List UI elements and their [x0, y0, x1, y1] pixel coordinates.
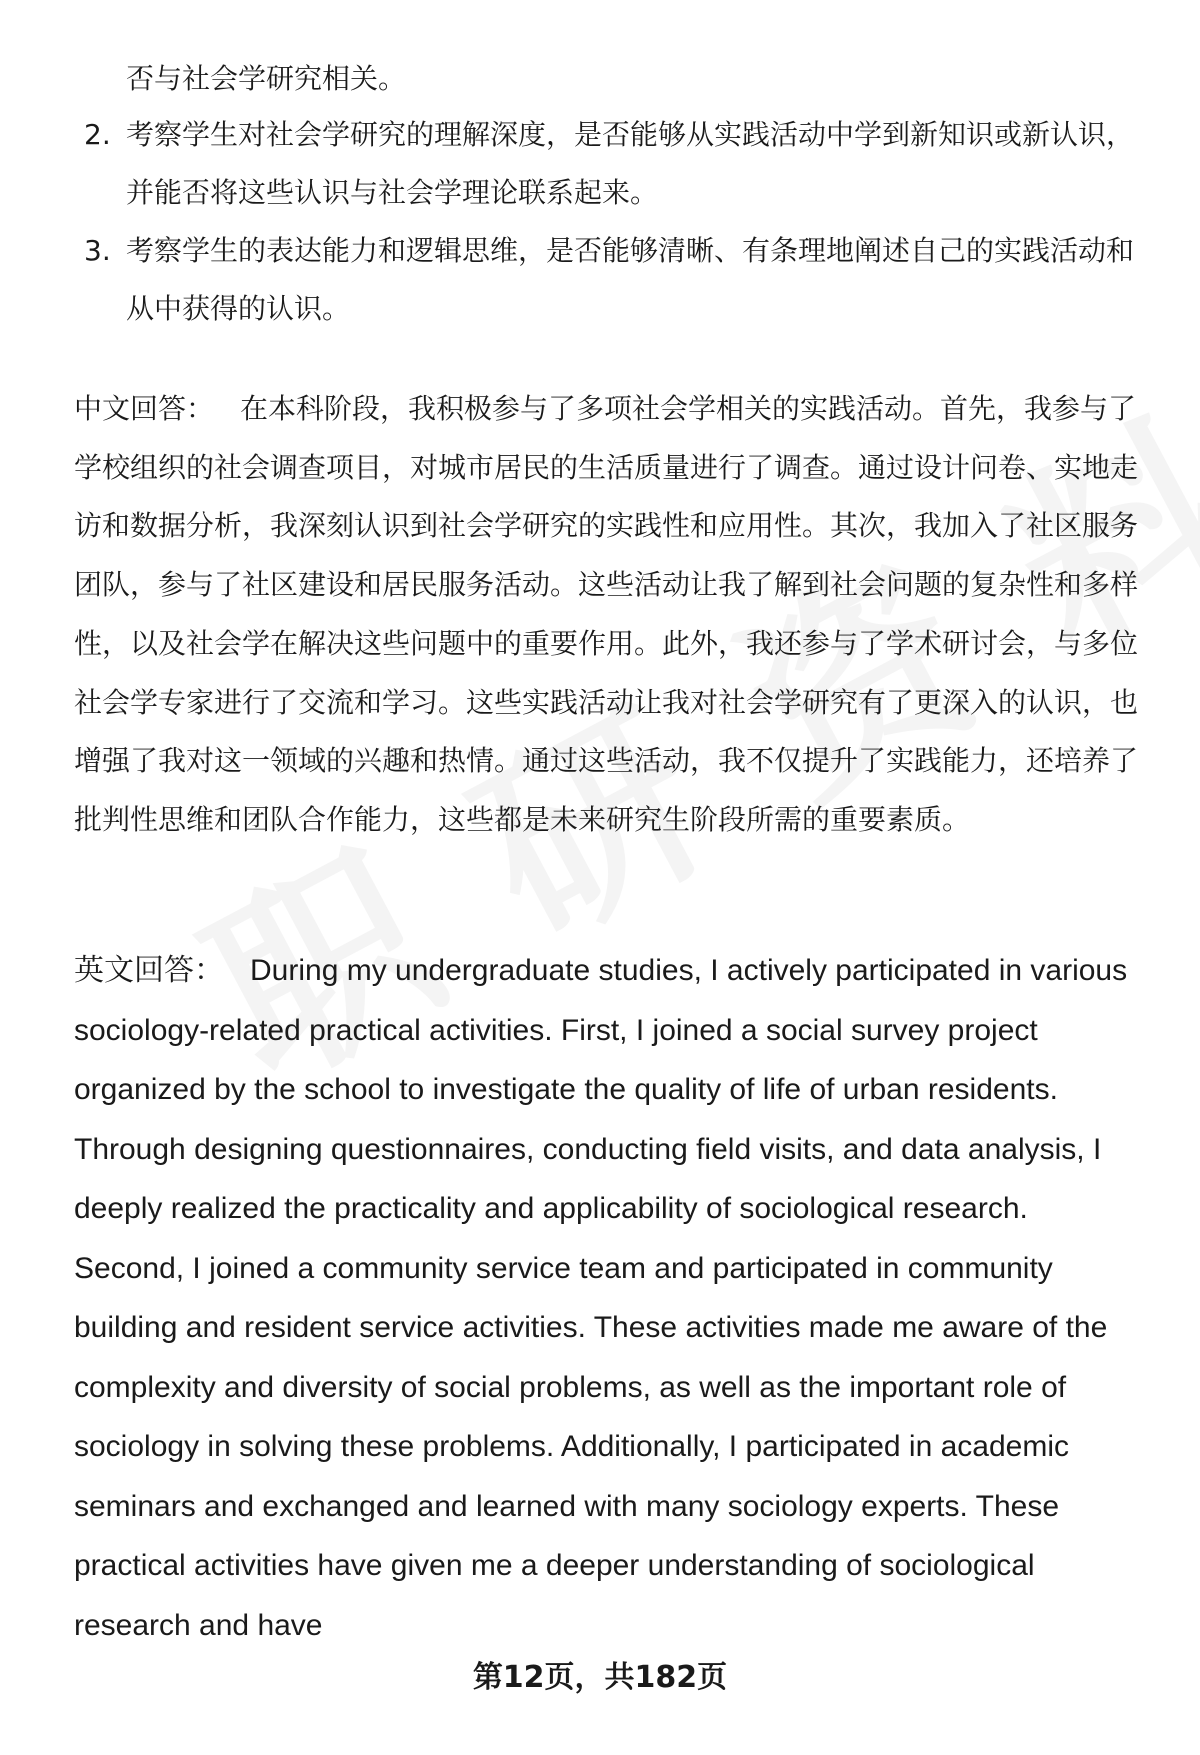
english-answer-text: During my undergraduate studies, I actively participated in various sociology-related practical activities. First, I joined a social survey project organized by the school to investigate the quality of life of urban residents. Through designing questionnaires, conducting field visits, and data analysis, I deeply realized the practicality and applicability of sociological research. Second, I joined a community service team and participated in community building and resident service activities. These activities made me aware of the complexity and diversity of social problems, as well as the important role of sociology in solving these problems. Additionally, I participated in academic seminars and exchanged and learned with many sociology experts. These practical activities have given me a deeper understanding of sociological research and have: [74, 954, 1128, 1642]
page-number-footer: 第12页，共182页: [472, 1660, 728, 1695]
list-item-text: 考察学生的表达能力和逻辑思维，是否能够清晰、有条理地阐述自己的实践活动和从中获得的认识。: [126, 234, 1135, 325]
list-item: [74, 106, 1144, 222]
chinese-answer-text: 在本科阶段，我积极参与了多项社会学相关的实践活动。首先，我参与了学校组织的社会调查项目，对城市居民的生活质量进行了调查。通过设计问卷、实地走访和数据分析，我深刻认识到社会学研究的实践性和应用性。其次，我加入了社区服务团队，参与了社区建设和居民服务活动。这些活动让我了解到社会问题的复杂性和多样性，以及社会学在解决这些问题中的重要作用。此外，我还参与了学术研讨会，与多位社会学专家进行了交流和学习。这些实践活动让我对社会学研究有了更深入的认识，也增强了我对这一领域的兴趣和热情。通过这些活动，我不仅提升了实践能力，还培养了批判性思维和团队合作能力，这些都是未来研究生阶段所需的重要素质。: [74, 392, 1139, 836]
criteria-list: [74, 106, 1144, 338]
list-item-text: 考察学生对社会学研究的理解深度，是否能够从实践活动中学到新知识或新认识，并能否将这些认识与社会学理论联系起来。: [126, 118, 1135, 209]
english-answer-label: 英文回答：: [74, 954, 224, 987]
list-item: [74, 222, 1144, 338]
chinese-answer-paragraph: [74, 380, 1156, 850]
chinese-answer-label: 中文回答：: [74, 392, 215, 425]
list-item-number: 2.: [84, 118, 111, 151]
list-item-number: 3.: [84, 234, 111, 267]
english-answer-paragraph: [74, 941, 1144, 1655]
list-item-continuation: 否与社会学研究相关。: [126, 62, 407, 95]
